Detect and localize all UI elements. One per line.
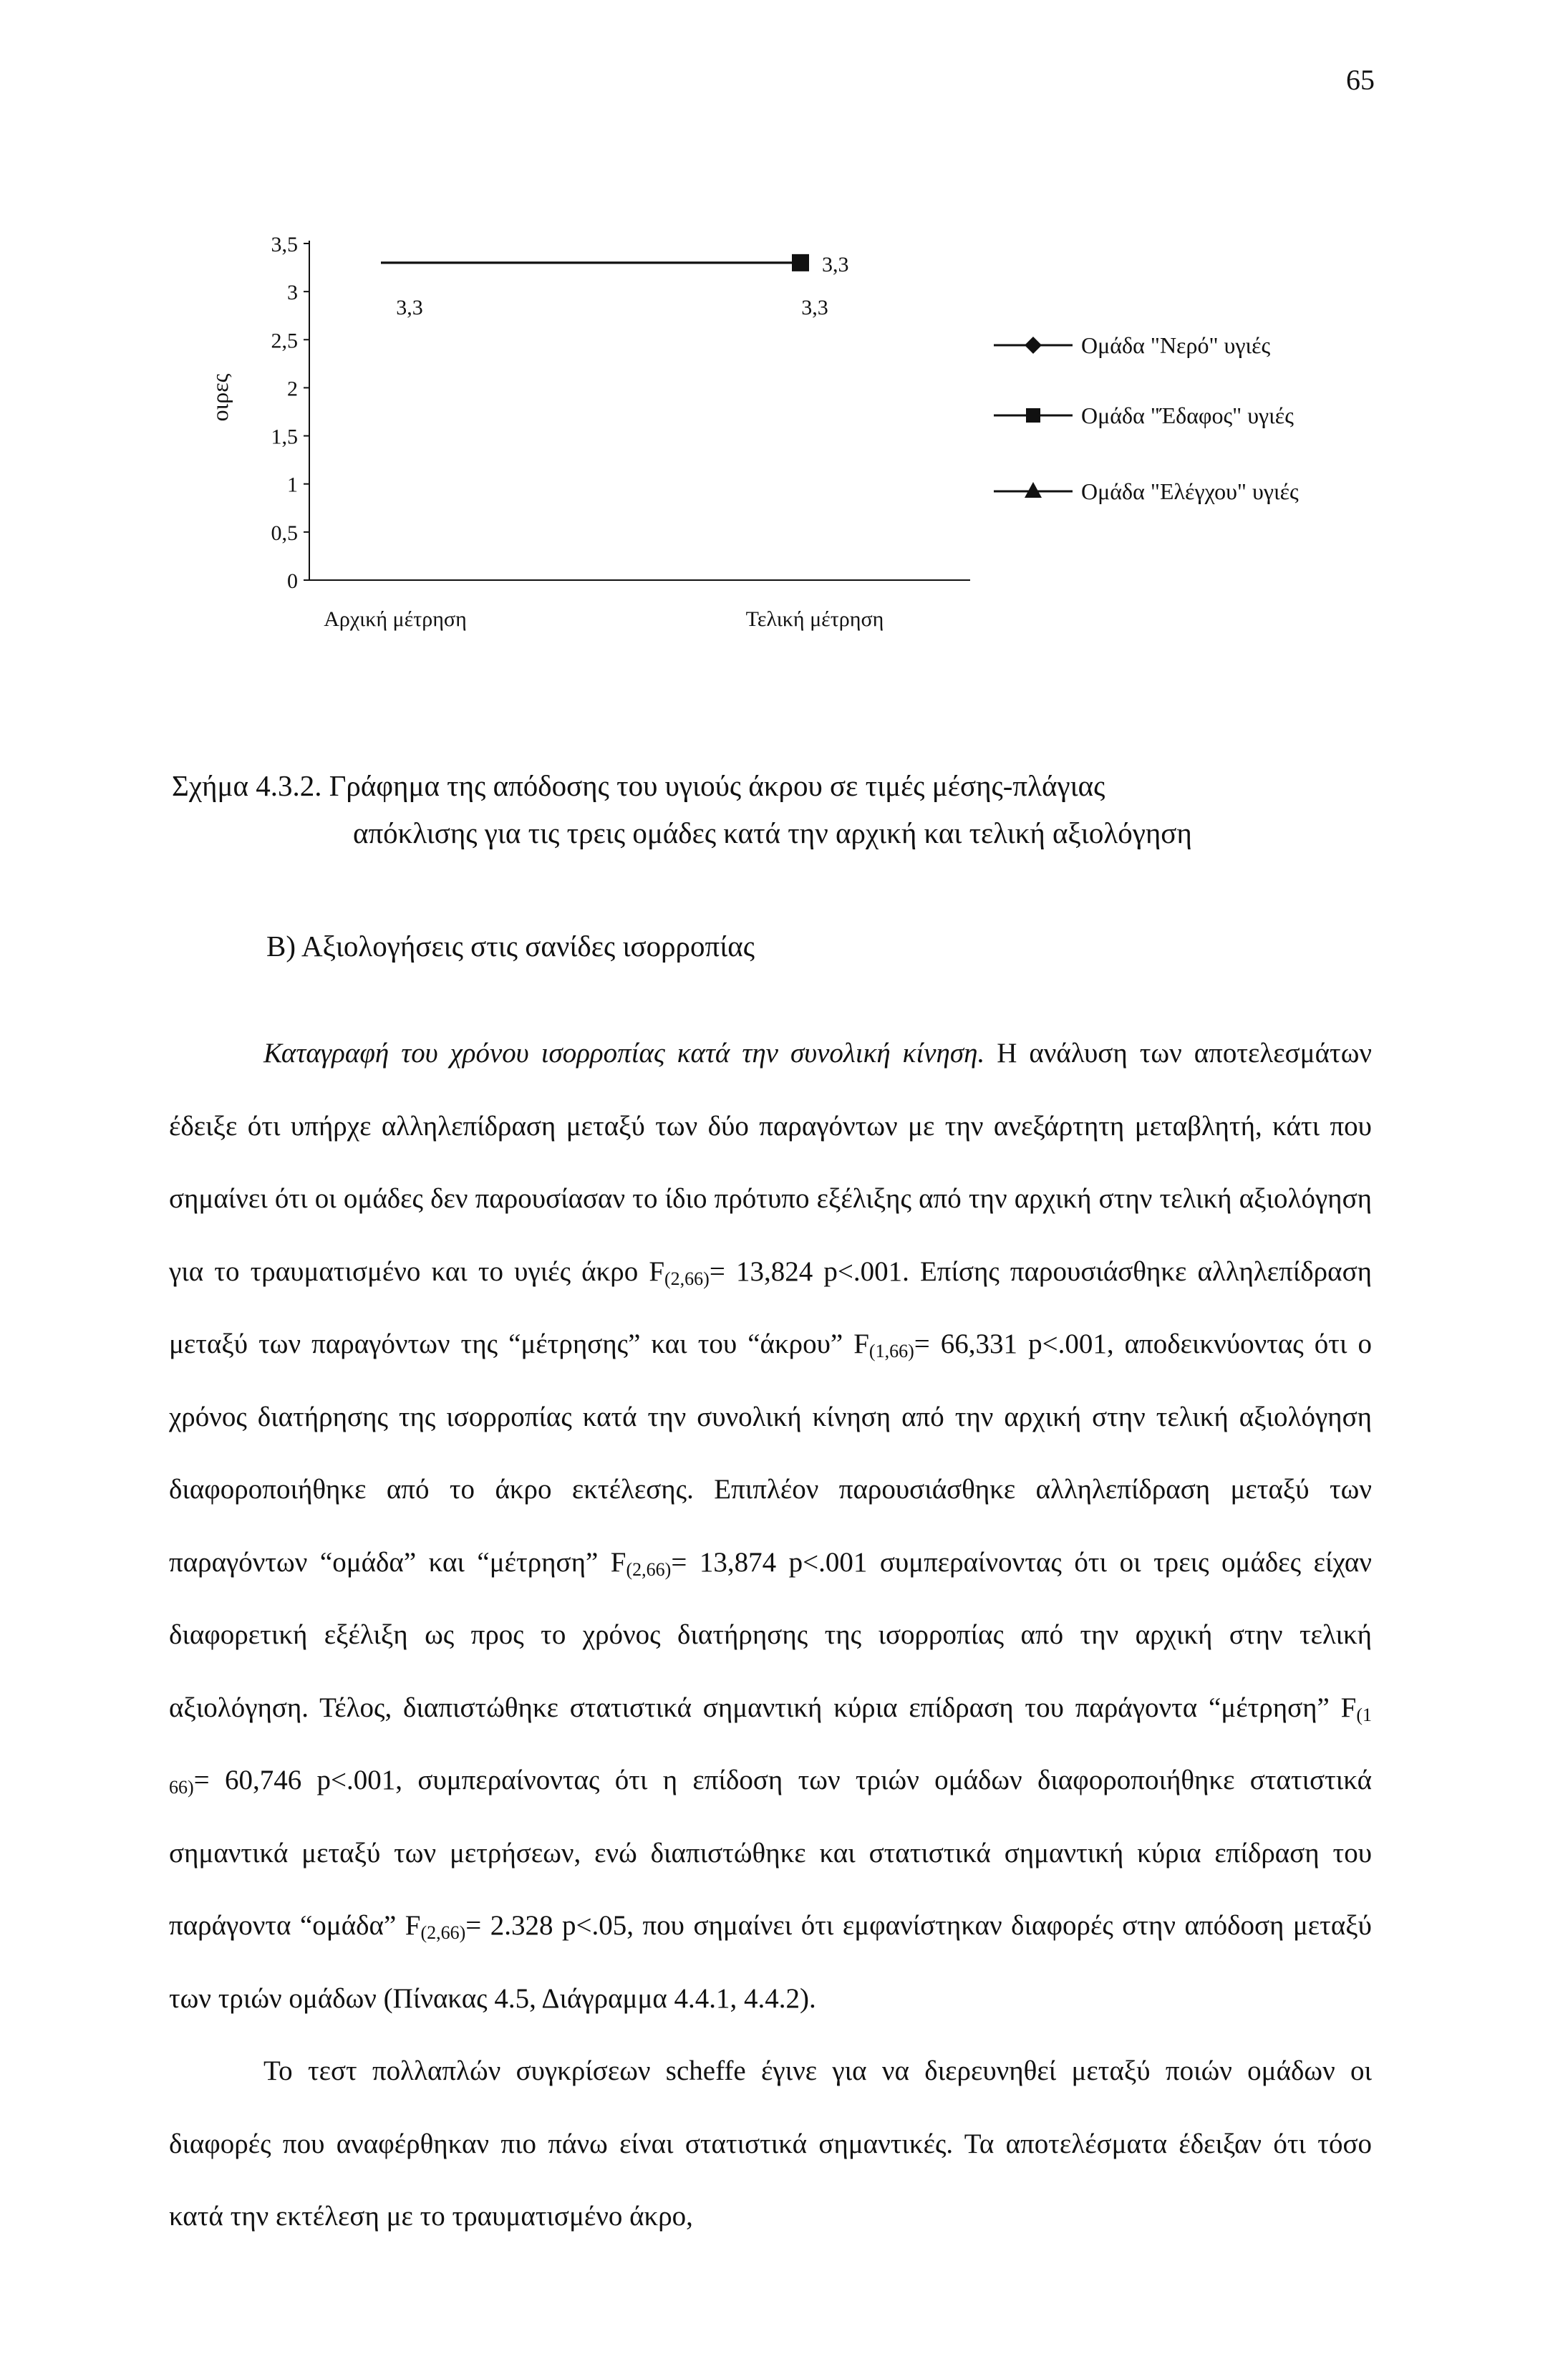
legend-marker-square bbox=[1026, 408, 1040, 423]
figure-caption bbox=[172, 762, 1375, 857]
legend-label: Ομάδα "Έδαφος" υγιές bbox=[1081, 402, 1294, 428]
caption-line-1: Γράφημα της απόδοσης του υγιούς άκρου σε τιμές μέσης-πλάγιας bbox=[329, 769, 1105, 802]
chart-svg bbox=[186, 208, 1403, 652]
line-chart bbox=[186, 208, 1403, 652]
y-tick-label: 1 bbox=[287, 473, 298, 497]
y-tick-label: 0,5 bbox=[271, 521, 298, 545]
y-tick-label: 3,5 bbox=[271, 233, 298, 256]
paragraph-text-2: = 13,824 p<.001. Επίσης παρουσιάσθηκε αλληλεπίδραση μεταξύ των παραγόντων της “μέτρησης” και του “άκρου” F bbox=[169, 1255, 1372, 1359]
x-category-label: Τελική μέτρηση bbox=[745, 607, 884, 631]
y-tick-label: 3 bbox=[287, 281, 298, 305]
data-label: 3,3 bbox=[822, 252, 849, 276]
paragraph-2: Το τεστ πολλαπλών συγκρίσεων scheffe έγινε για να διερευνηθεί μεταξύ ποιών ομάδων οι διαφορές που αναφέρθηκαν πιο πάνω είναι στατιστικά σημαντικές. Τα αποτελέσματα έδειξαν ότι τόσο κατά την εκτέλεση με το τραυματισμένο άκρο, bbox=[169, 2055, 1372, 2232]
x-category-label: Αρχική μέτρηση bbox=[324, 607, 467, 631]
legend-marker-diamond bbox=[1025, 337, 1042, 354]
legend-marker-triangle bbox=[1025, 482, 1042, 498]
paragraph-text-3: = 66,331 p<.001, αποδεικνύοντας ότι ο χρόνος διατήρησης της ισορροπίας κατά την συνολική κίνηση από την αρχική στην τελική αξιολόγηση διαφοροποιήθηκε από το άκρο εκτέλεσης. Επιπλέον παρουσιάσθηκε αλληλεπίδραση μεταξύ των παραγόντων “ομάδα” και “μέτρηση” F bbox=[169, 1329, 1372, 1578]
y-tick-label: 2,5 bbox=[271, 329, 298, 353]
body-text bbox=[169, 1017, 1372, 2253]
paragraph-text-4: = 13,874 p<.001 συμπεραίνοντας ότι οι τρεις ομάδες είχαν διαφορετική εξέλιξη ως προς το χρόνος διατήρησης της ισορροπίας από την αρχική στην τελική αξιολόγηση. Τέλος, διαπιστώθηκε στατιστικά σημαντική κύρια επίδραση του παράγοντα “μέτρηση” F bbox=[169, 1546, 1372, 1723]
f-subscript-4: (1 66) bbox=[169, 1704, 1372, 1798]
series-marker bbox=[792, 254, 809, 271]
f-subscript-5: (2,66) bbox=[420, 1922, 466, 1943]
page-number: 65 bbox=[1346, 64, 1375, 96]
y-tick-label: 2 bbox=[287, 377, 298, 401]
y-tick-label: 0 bbox=[287, 569, 298, 593]
f-subscript-1: (2,66) bbox=[664, 1268, 710, 1289]
legend-label: Ομάδα "Νερό" υγιές bbox=[1081, 332, 1271, 358]
caption-line-2: απόκλισης για τις τρεις ομάδες κατά την αρχική και τελική αξιολόγηση bbox=[353, 816, 1192, 849]
paragraph-text-5: = 60,746 p<.001, συμπεραίνοντας ότι η επίδοση των τριών ομάδων διαφοροποιήθηκε στατιστικά σημαντικά μεταξύ των μετρήσεων, ενώ διαπιστώθηκε και στατιστικά σημαντική κύρια επίδραση του παράγοντα “ομάδα” F bbox=[169, 1765, 1372, 1941]
paragraph-1 bbox=[169, 1017, 1372, 2035]
data-label: 3,3 bbox=[396, 295, 423, 319]
legend-label: Ομάδα "Ελέγχου" υγιές bbox=[1081, 478, 1299, 504]
y-tick-label: 1,5 bbox=[271, 425, 298, 449]
section-heading: Β) Αξιολογήσεις στις σανίδες ισορροπίας bbox=[266, 930, 755, 963]
caption-label: Σχήμα 4.3.2. bbox=[172, 769, 322, 802]
paragraph-text-6: = 2.328 p<.05, που σημαίνει ότι εμφανίστηκαν διαφορές στην απόδοση μεταξύ των τριών ομάδων (Πίνακας 4.5, Διάγραμμα 4.4.1, 4.4.2). bbox=[169, 1910, 1372, 2014]
paragraph-text-1: Η ανάλυση των αποτελεσμάτων έδειξε ότι υπήρχε αλληλεπίδραση μεταξύ των δύο παραγόντων με την ανεξάρτητη μεταβλητή, κάτι που σημαίνει ότι οι ομάδες δεν παρουσίασαν το ίδιο πρότυπο εξέλιξης από την αρχική στην τελική αξιολόγηση για το τραυματισμένο και το υγιές άκρο F bbox=[169, 1038, 1373, 1287]
y-axis-label: οιρες bbox=[207, 373, 233, 422]
paragraph-lead: Καταγραφή του χρόνου ισορροπίας κατά την συνολική κίνηση. bbox=[263, 1038, 985, 1069]
f-subscript-3: (2,66) bbox=[626, 1558, 672, 1580]
data-label: 3,3 bbox=[801, 295, 828, 319]
f-subscript-2: (1,66) bbox=[868, 1341, 914, 1361]
